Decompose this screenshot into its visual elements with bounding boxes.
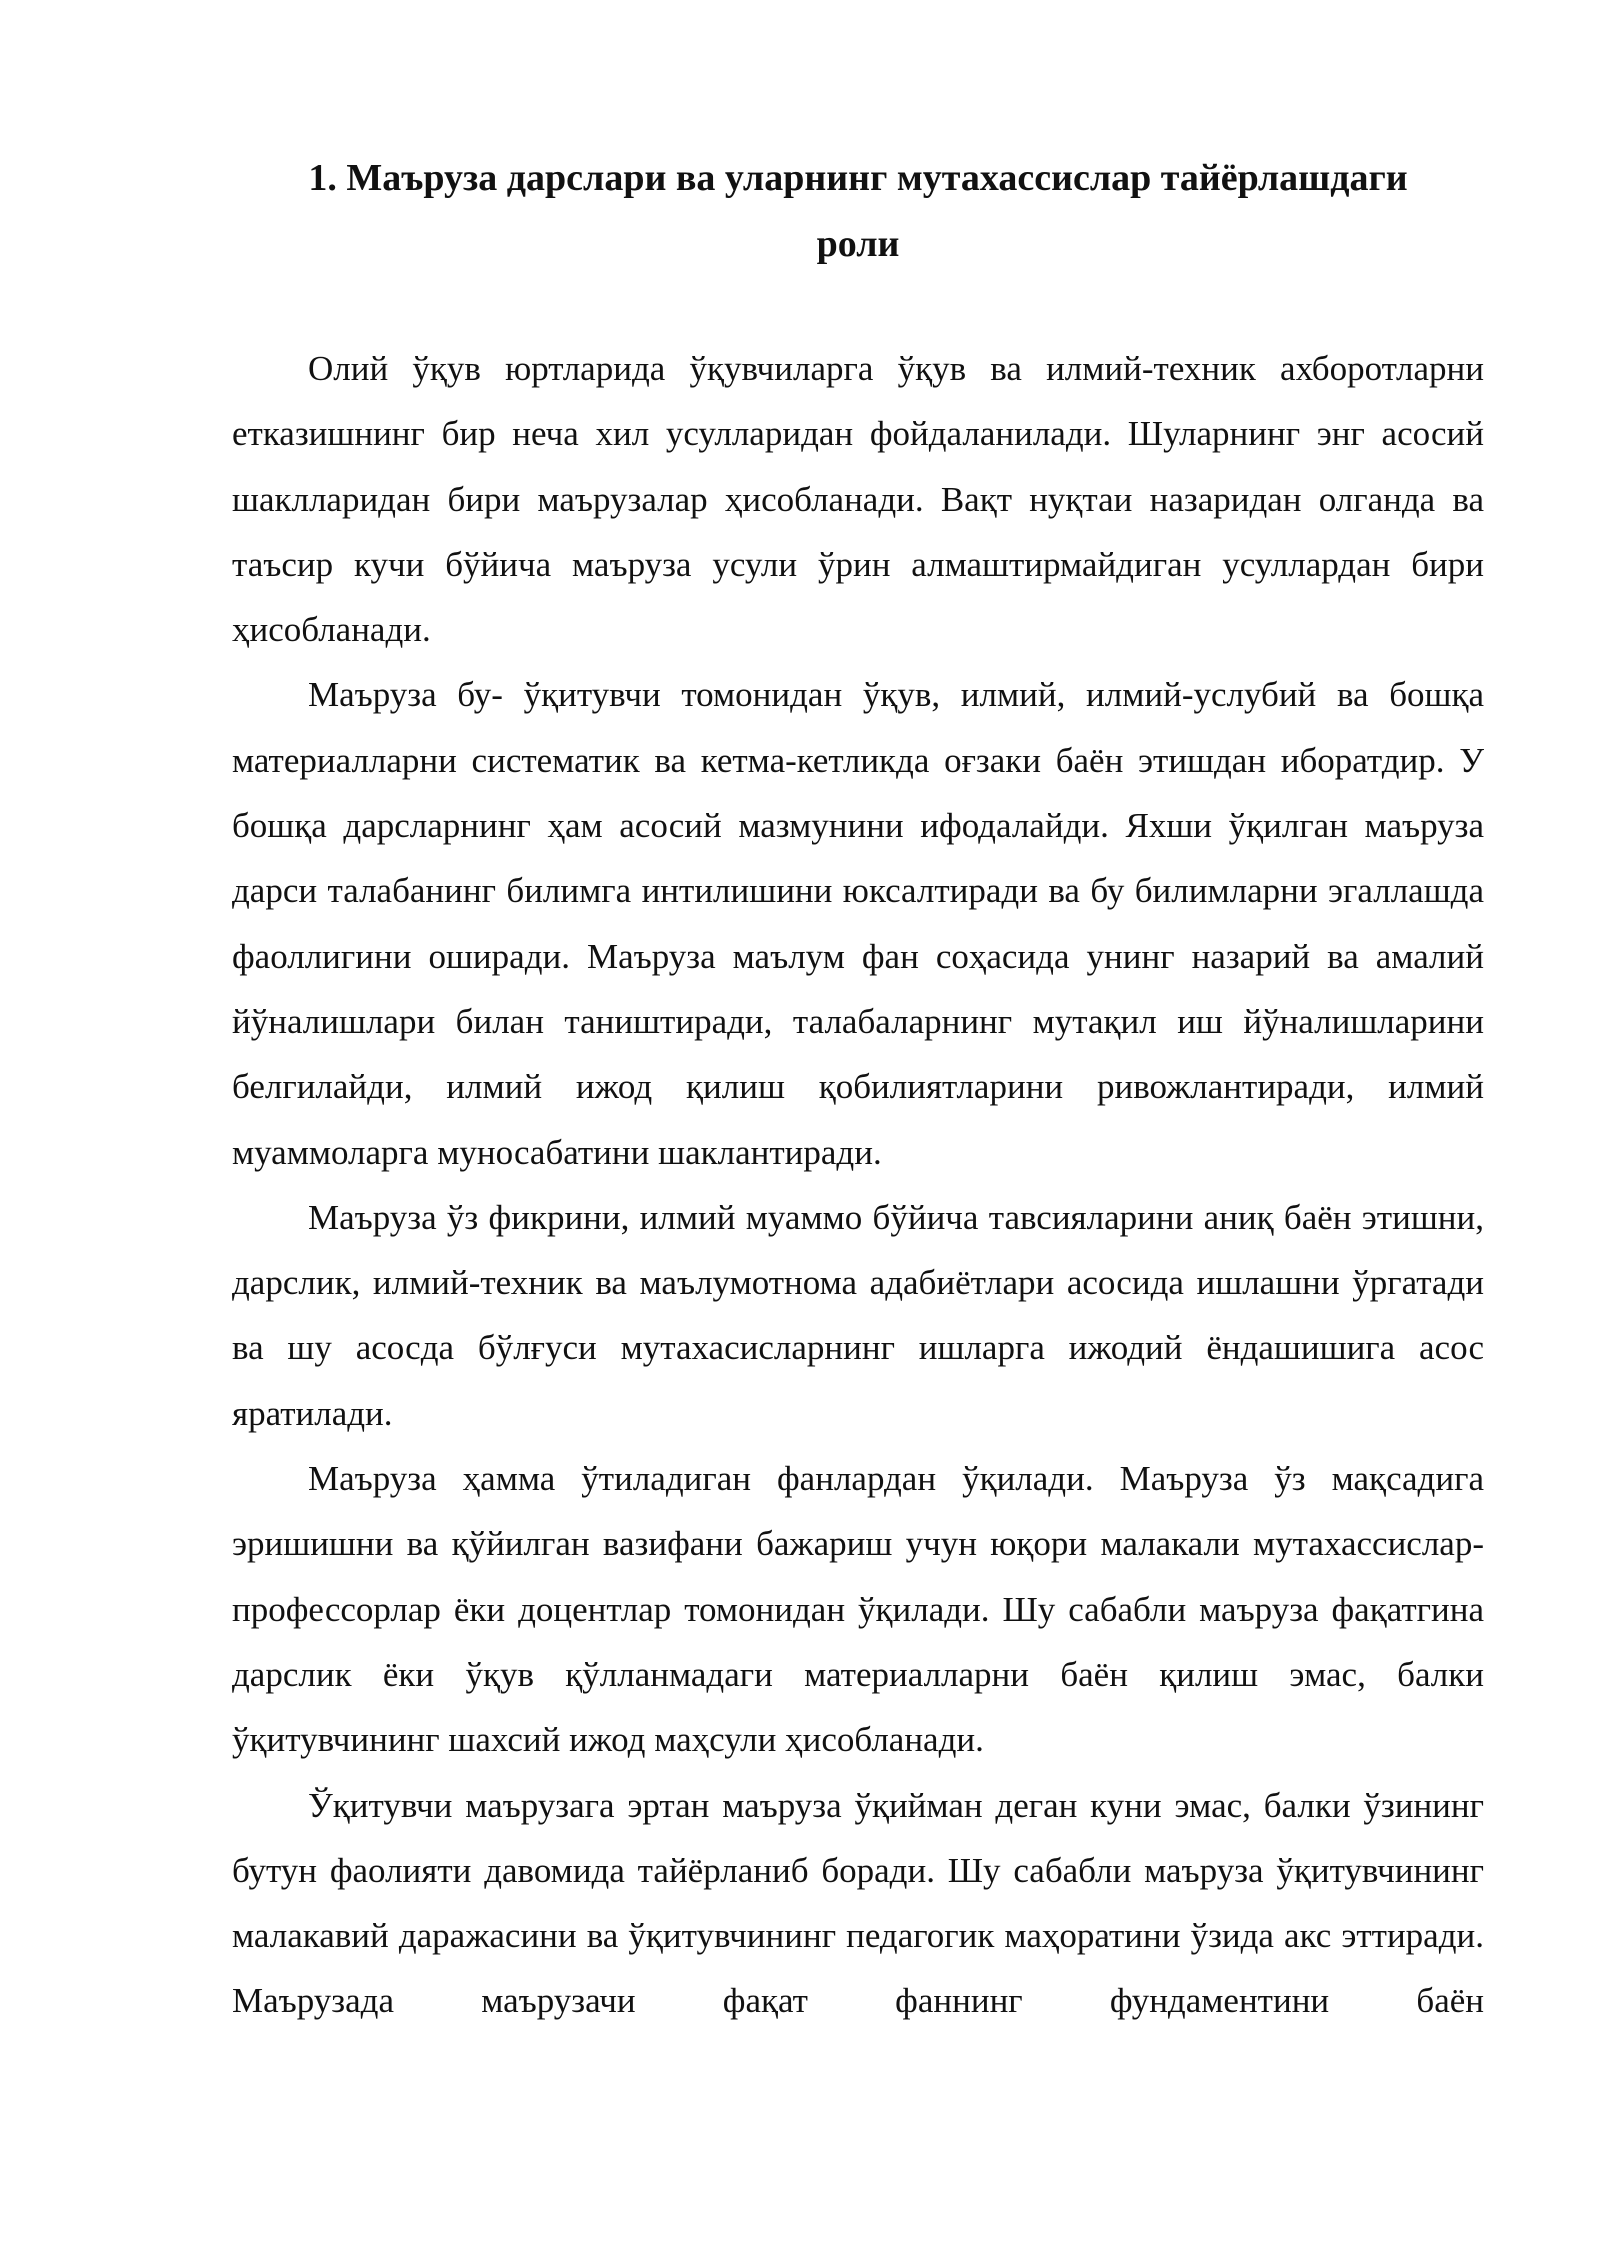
paragraph-4: Маъруза ҳамма ўтиладиган фанлардан ўқилади. Маъруза ўз мақсадига эришишни ва қўйилган вазифани бажариш учун юқори малакали мутахассислар-профессорлар ёки доцентлар томонидан ўқилади. Шу сабабли маъруза фақатгина дарслик ёки ўқув қўлланмадаги материалларни баён қилиш эмас, балки ўқитувчининг шахсий ижод маҳсули ҳисобланади. <box>232 1459 1484 1760</box>
title-line-1: 1. Маъруза дарслари ва уларнинг мутахассислар тайёрлашдаги <box>308 157 1408 199</box>
body-text <box>232 336 1484 2034</box>
paragraph-3: Маъруза ўз фикрини, илмий муаммо бўйича тавсияларини аниқ баён этишни, дарслик, илмий-техник ва маълумотнома адабиётлари асосида ишлашни ўргатади ва шу асосда бўлғуси мутахасисларнинг ишларга ижодий ёндашишига асос яратилади. <box>232 1197 1484 1433</box>
paragraph-1: Олий ўқув юртларида ўқувчиларга ўқув ва илмий-техник ахборотларни етказишнинг бир неча хил усулларидан фойдаланилади. Шуларнинг энг асосий шаклларидан бири маърузалар ҳисобланади. Вақт нуқтаи назаридан олганда ва таъсир кучи бўйича маъруза усули ўрин алмаштирмайдиган усуллардан бири ҳисобланади. <box>232 349 1484 650</box>
title-line-2: роли <box>816 223 900 265</box>
paragraph-5: Ўқитувчи маърузага эртан маъруза ўқийман деган куни эмас, балки ўзининг бутун фаолияти давомида тайёрланиб боради. Шу сабабли маъруза ўқитувчининг малакавий даражасини ва ўқитувчининг педагогик маҳоратини ўзида акс эттиради. Маърузада маърузачи фақат фаннинг фундаментини баён <box>232 1785 1484 2021</box>
paragraph-2: Маъруза бу- ўқитувчи томонидан ўқув, илмий, илмий-услубий ва бошқа материалларни систематик ва кетма-кетликда оғзаки баён этишдан иборатдир. У бошқа дарсларнинг ҳам асосий мазмунини ифодалайди. Яхши ўқилган маъруза дарси талабанинг билимга интилишини юксалтиради ва бу билимларни эгаллашда фаоллигини оширади. Маъруза маълум фан соҳасида унинг назарий ва амалий йўналишлари билан таништиради, талабаларнинг мутақил иш йўналишларини белгилайди, илмий ижод қилиш қобилиятларини ривожлантиради, илмий муаммоларга муносабатини шаклантиради. <box>232 675 1484 1172</box>
page-title <box>232 145 1484 277</box>
